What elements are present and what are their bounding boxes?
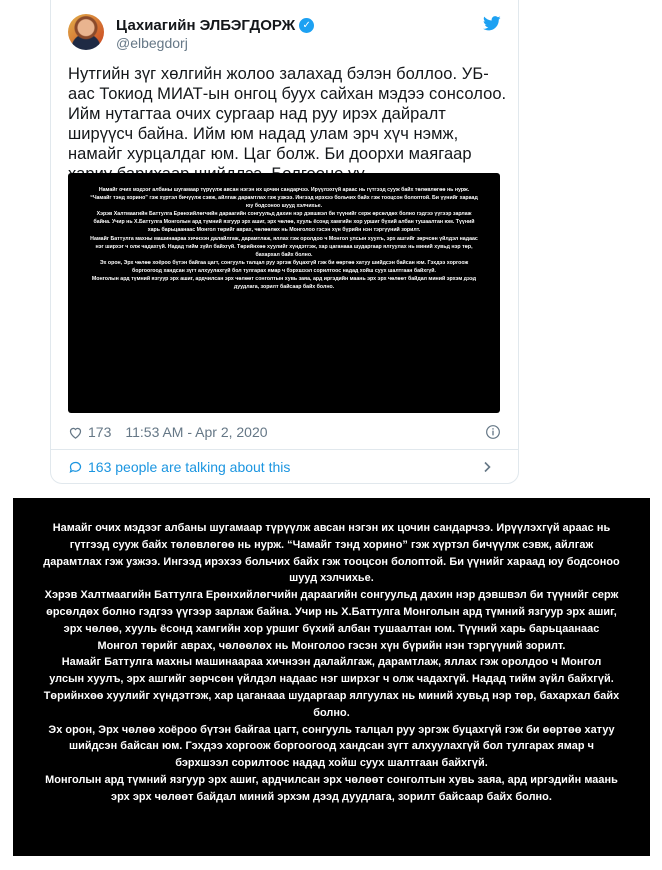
talking-about-text[interactable]: 163 people are talking about this (88, 459, 291, 475)
tweet-image-paragraph-5: Монголын ард түмний язгуур эрх ашиг, ардчилсан эрх чөлөөт сонголтын хувь заяа, ард иргэдийн маань эрх эрх чөлөөт байдал миний эрхэм дээд дуудлага, зорилт байсаар байх болно. (91, 276, 477, 291)
speech-bubble-icon (68, 460, 83, 475)
heart-icon[interactable] (68, 425, 83, 440)
tweet-image[interactable] (68, 173, 500, 413)
divider (51, 449, 518, 450)
author-name-line[interactable] (116, 17, 314, 34)
like-count[interactable]: 173 (88, 424, 112, 440)
statement-paragraph-2: Хэрэв Халтмаагийн Баттулга Ерөнхийлөгчийн дараагийн сонгуульд дахин нэр дэвшвэл би түүнийг серж өрсөлдөх болно гэдгээ үүгээр зарлаж байна. Учир нь Х.Баттулга Монголын ард түмний язгуур эрх ашиг, эрх чөлөө, хууль ёсонд хамгийн хор уршиг бүхий албан тушаалтан юм. Түүний харь барьцаанаас Монгол төрийг аврах, чөлөөлөх нь Монголоо гэсэн хүн бүрийн нэн тэргүүний зорилт. (44, 589, 619, 652)
info-icon[interactable] (485, 424, 501, 440)
tweet-header (68, 14, 501, 54)
chevron-right-icon[interactable] (481, 461, 493, 473)
tweet-image-paragraph-4: Эх орон, Эрх чөлөө хоёроо бүтэн байгаа цагт, сонгууль талцал руу эргэж буцахгүй гэж би өөртөө хатуу шийдсэн байсан юм. Гэхдээ хоргоож боргоогоод хандсан зүгт алхуулахгүй бол тулгарах ямар ч бэрхшээл сорилтоос надад хойш суух шалтгаан байхгүй. (99, 259, 469, 274)
author-display-name[interactable]: Цахиагийн ЭЛБЭГДОРЖ (116, 17, 296, 34)
tweet-meta (68, 422, 501, 442)
talking-about-link[interactable] (68, 458, 501, 476)
tweet-timestamp[interactable]: 11:53 AM - Apr 2, 2020 (125, 424, 268, 440)
statement-paragraph-5: Монголын ард түмний язгуур эрх ашиг, ардчилсан эрх чөлөөт сонголтын хувь заяа, ард иргэдийн маань эрх эрх чөлөөт байдал миний эрхэм дээд дуудлага, зорилт байсаар байх болно. (45, 773, 618, 803)
statement-paragraph-1: Намайг очих мэдээг албаны шугамаар түрүүлж авсан нэгэн их цочин сандарчээ. Ирүүлэхгүй араас нь гүтгээд сууж байх төлөвлөгөө нь нурж. “Чамайг тэнд хорино” гэж хүртэл бичүүлж сэвж, айлгаж дарамтлах гэж узжээ. Ингээд ирэхээ больчих байх гэж тооцсон болоптой. Би үүнийг хараад юу бодсоноо шууд хэлчихье. (43, 522, 620, 585)
statement-paragraph-3: Намайг Баттулга махны машинаараа хичнээн далайлгаж, дарамтлаж, яллах гэж оролдоо ч Монгол улсын хуулъ, эрх ашгийг зөрчсөн үйлдэл надаас нэг ширхэг ч олж чадахгүй. Надад тийм зүйл байхгүй. Төрийнхөө хуулийг хүндэтгэж, хар цаганааа шударгаар ялгуулах нь миний хувьд нэр төр, бахархал байх болно. (43, 656, 620, 719)
tweet-text: Нутгийн зүг хөлгийн жолоо залахад бэлэн боллоо. УБ-аас Токиод МИАТ-ын онгоц буух сайхан мэдээ сонсолоо. Ийм нутагтаа очих сургаар над руу ирэх дайралт ширүүсч байна. Ийм юм надад улам эрч хүч нэмж, намайг хурцалдаг юм. Цаг болж. Би доорхи маягаар (68, 65, 507, 163)
tweet-image-paragraph-3: Намайг Баттулга махны машинаараа хичнээн далайлгаж, дарамтлаж, яллах гэж оролдоо ч Монгол улсын хуулъ, эрх ашгийг зөрчсөн үйлдэл надаас нэг ширхэг ч олж чадахгүй. Надад тийм зүйл байхгүй. Төрийнхөө хуулийг хүндэтгэж, хар цаганааа шударгаар ялгуулах нь миний хувьд нэр төр, бахархал байх болно. (90, 235, 478, 258)
statement-image (13, 498, 650, 856)
statement-paragraph-4: Эх орон, Эрх чөлөө хоёроо бүтэн байгаа цагт, сонгууль талцал руу эргэж буцахгүй гэж би өөртөө хатуу шийдсэн байсан юм. Гэхдээ хоргоож боргоогоод хандсан зүгт алхуулахгүй бол тулгарах ямар ч бэрхшээл сорилтоос надад хойш суух шалтгаан байхгүй. (48, 723, 615, 770)
author-handle[interactable]: @elbegdorj (116, 35, 188, 51)
avatar[interactable] (68, 14, 104, 50)
verified-badge-icon: ✓ (299, 18, 314, 33)
tweet-image-paragraph-1: Намайг очих мэдээг албаны шугамаар түрүүлж авсан нэгэн их цочин сандарчээ. Ирүүлэхгүй араас нь гүтгээд сууж байх төлөвлөгөө нь нурж. “Чамайг тэнд хорино” гэж хүртэл бичүүлж сэвж, айлгаж дарамтлах гэж узжээ. Ингээд ирэхээ больчих байх гэж тооцсон болоптой. Би үүнийг хараад юу бодсоноо шууд хэлчихье. (90, 187, 478, 210)
twitter-bird-icon[interactable] (483, 16, 501, 31)
tweet-card (50, 0, 519, 484)
tweet-image-paragraph-2: Хэрэв Халтмаагийн Баттулга Ерөнхийлөгчийн дараагийн сонгуульд дахин нэр дэвшвэл би түүнийг серж өрсөлдөх болно гэдгээ үүгээр зарлаж байна. Учир нь Х.Баттулга Монголын ард түмний язгуур эрх ашиг, эрх чөлөө, хууль ёсонд хамгийн хор уршиг бүхий албан тушаалтан юм. Түүний харь барьцаанаас Монгол төрийг аврах, чөлөөлөх нь Монголоо гэсэн хүн бүрийн нэн тэргүүний зорилт. (93, 211, 475, 234)
